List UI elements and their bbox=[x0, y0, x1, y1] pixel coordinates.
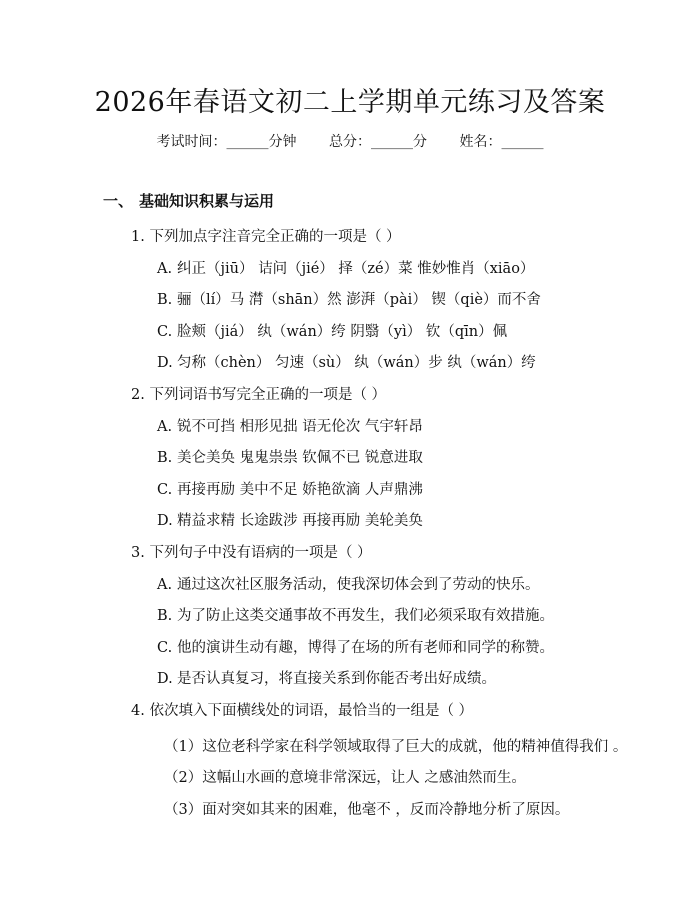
option-text: 骊（lí）马 潸（shān）然 澎湃（pài） 锲（qiè）而不舍 bbox=[177, 292, 541, 308]
student-name-field: 姓名：______ bbox=[459, 134, 544, 150]
option-text: 是否认真复习，将直接关系到你能否考出好成绩。 bbox=[177, 671, 496, 687]
section-heading bbox=[103, 190, 274, 211]
option-label: A. bbox=[157, 261, 173, 277]
option-label: D. bbox=[157, 671, 173, 687]
question-2-option-b bbox=[157, 446, 423, 467]
option-label: B. bbox=[157, 292, 173, 308]
exam-info-line bbox=[0, 131, 700, 151]
total-score-field: 总分：______分 bbox=[329, 134, 427, 150]
option-label: A. bbox=[157, 577, 173, 593]
option-text: 精益求精 长途跋涉 再接再励 美轮美奂 bbox=[177, 513, 423, 529]
option-text: 脸颊（jiá） 纨（wán）绔 阴翳（yì） 钦（qīn）佩 bbox=[177, 324, 508, 340]
question-4: 4. 依次填入下面横线处的词语，最恰当的一组是（ ） bbox=[131, 703, 474, 719]
option-text: 通过这次社区服务活动，使我深切体会到了劳动的快乐。 bbox=[177, 577, 540, 593]
option-text: 为了防止这类交通事故不再发生，我们必须采取有效措施。 bbox=[177, 608, 554, 624]
question-3-option-b bbox=[157, 604, 554, 625]
option-text: 再接再励 美中不足 娇艳欲滴 人声鼎沸 bbox=[177, 482, 423, 498]
question-2: 2. 下列词语书写完全正确的一项是（ ） bbox=[131, 387, 387, 403]
option-text: 纠正（jiū） 诘问（jié） 择（zé）菜 惟妙惟肖（xiāo） bbox=[177, 261, 535, 277]
question-2-option-a bbox=[157, 415, 423, 436]
question-1-option-d bbox=[157, 351, 536, 372]
option-text: 美仑美奂 鬼鬼祟祟 钦佩不已 锐意进取 bbox=[177, 450, 423, 466]
question-1-option-c bbox=[157, 320, 507, 341]
question-1-option-b bbox=[157, 288, 541, 309]
option-label: A. bbox=[157, 419, 173, 435]
question-4-sub-3: （3）面对突如其来的困难，他毫不 ，反而冷静地分析了原因。 bbox=[164, 802, 570, 818]
exam-time-field: 考试时间：______分钟 bbox=[156, 134, 297, 150]
page-title: 2026年春语文初二上学期单元练习及答案 bbox=[94, 87, 606, 118]
option-label: C. bbox=[157, 324, 173, 340]
question-3: 3. 下列句子中没有语病的一项是（ ） bbox=[131, 545, 372, 561]
question-2-option-c bbox=[157, 478, 423, 499]
question-4-sub-2: （2）这幅山水画的意境非常深远，让人 之感油然而生。 bbox=[164, 770, 526, 786]
question-2-option-d bbox=[157, 509, 423, 530]
question-1: 1. 下列加点字注音完全正确的一项是（ ） bbox=[131, 229, 401, 245]
option-label: D. bbox=[157, 513, 173, 529]
option-label: C. bbox=[157, 482, 173, 498]
option-text: 锐不可挡 相形见拙 语无伦次 气宇轩昂 bbox=[177, 419, 423, 435]
section-title: 基础知识积累与运用 bbox=[139, 192, 275, 210]
question-3-option-c bbox=[157, 636, 554, 657]
option-text: 匀称（chèn） 匀速（sù） 纨（wán）步 纨（wán）绔 bbox=[177, 355, 536, 371]
option-label: B. bbox=[157, 608, 173, 624]
option-text: 他的演讲生动有趣，博得了在场的所有老师和同学的称赞。 bbox=[177, 640, 554, 656]
section-number: 一、 bbox=[103, 192, 134, 210]
option-label: D. bbox=[157, 355, 173, 371]
option-label: C. bbox=[157, 640, 173, 656]
question-1-option-a bbox=[157, 257, 534, 278]
question-3-option-a bbox=[157, 573, 540, 594]
question-3-option-d bbox=[157, 667, 496, 688]
option-label: B. bbox=[157, 450, 173, 466]
question-4-sub-1: （1）这位老科学家在科学领域取得了巨大的成就，他的精神值得我们 。 bbox=[164, 739, 628, 755]
